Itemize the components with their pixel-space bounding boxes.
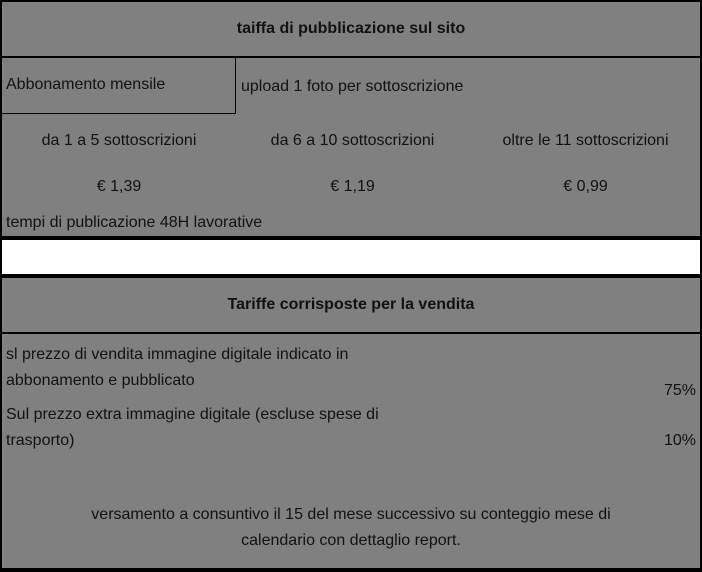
payment-note-line-2: calendario con dettaglio report.	[241, 532, 461, 549]
subscription-label-cell	[2, 56, 236, 114]
publication-fee-title: taiffa di pubblicazione sul sito	[2, 2, 700, 58]
sales-row-1-line-1: sl prezzo di vendita immagine digitale indicato in	[6, 346, 349, 363]
tier-1-label: da 1 a 5 sottoscrizioni	[41, 132, 197, 149]
tier-1-price: € 1,39	[96, 178, 142, 195]
sales-row-2-text	[6, 402, 486, 454]
sales-fee-title: Tariffe corrisposte per la vendita	[2, 278, 700, 334]
sales-fee-table	[0, 276, 702, 570]
sales-row-2-line-1: Sul prezzo extra immagine digitale (escluse spese di	[6, 406, 379, 423]
tier-3-label: oltre le 11 sottoscrizioni	[502, 132, 669, 149]
publication-timing-note: tempi di publicazione 48H lavorative	[6, 214, 263, 231]
sales-row-1-text	[6, 342, 486, 394]
payment-note-line-1: versamento a consuntivo il 15 del mese successivo su conteggio mese di	[91, 506, 611, 523]
separator-strip	[2, 240, 700, 274]
sales-row-2-percent: 10%	[663, 432, 696, 449]
payment-note	[2, 502, 700, 554]
sales-row-1-percent: 75%	[663, 382, 696, 399]
sales-row-1-line-2: abbonamento e pubblicato	[6, 372, 195, 389]
sales-row-2-line-2: trasporto)	[6, 432, 75, 449]
tier-2-price: € 1,19	[330, 178, 375, 195]
publication-fee-table	[0, 0, 702, 238]
tier-3-price: € 0,99	[563, 178, 608, 195]
subscription-label: Abbonamento mensile	[6, 76, 166, 93]
tier-2-label: da 6 a 10 sottoscrizioni	[270, 132, 435, 149]
upload-note: upload 1 foto per sottoscrizione	[241, 78, 464, 95]
